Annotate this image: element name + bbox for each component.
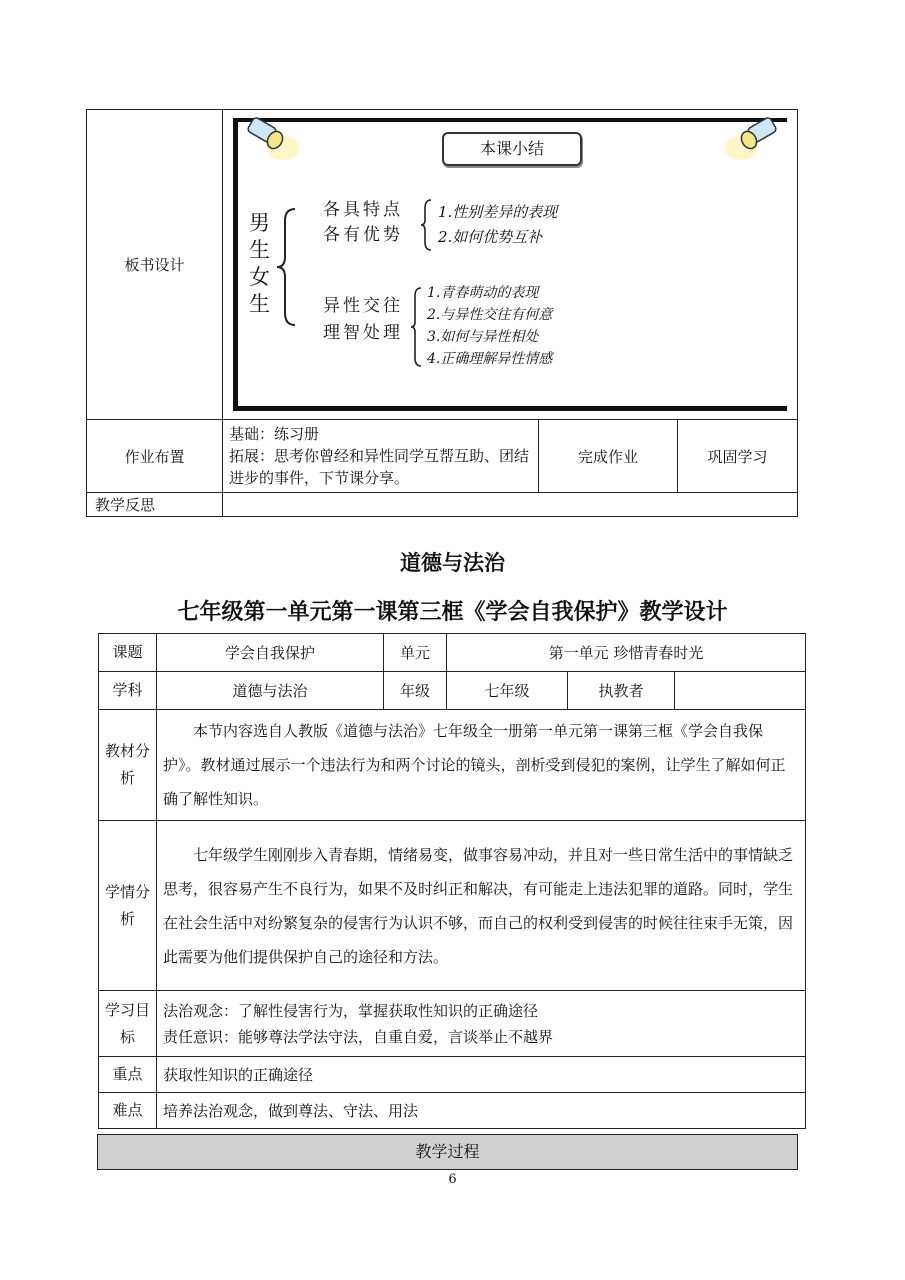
- goal-item: 法治观念：了解性侵害行为，掌握获取性知识的正确途径: [163, 1001, 539, 1020]
- teacher-value: [675, 672, 806, 710]
- homework-extend: 拓展：思考你曾经和异性同学互帮互助、团结进步的事件，下节课分享。: [229, 447, 530, 487]
- difficult-value: [157, 1093, 806, 1129]
- student-text: 七年级学生刚刚步入青春期，情绪易变，做事容易冲动，并且对一些日常生活中的事情缺乏思考，很容易产生不良行为，如果不及时纠正和解决，有可能走上违法犯罪的道路。同时，学生在社会生活中对纷繁复杂的侵害行为认识不够，而自己的权利受到侵害的时候往往束手无策，因此需要为他们提供保护自己的途径和方法。: [163, 845, 794, 966]
- difficult-text: 培养法治观念，做到尊法、守法、用法: [163, 1101, 419, 1120]
- group-b-item: 3.如何与异性相处: [427, 329, 539, 345]
- topic-value: 学会自我保护: [157, 634, 384, 672]
- group-a-item: 2.如何优势互补: [438, 228, 543, 246]
- key-text: 获取性知识的正确途径: [163, 1065, 314, 1084]
- lesson-title: 七年级第一单元第一课第三框《学会自我保护》教学设计: [177, 600, 728, 625]
- goal-label: 学习目标: [99, 991, 157, 1057]
- goal-cell: [157, 991, 806, 1057]
- page-number: 6: [448, 1172, 457, 1187]
- grade-label: 年级: [384, 672, 447, 710]
- material-cell: [157, 710, 806, 821]
- lesson-design-table: [98, 633, 806, 1129]
- board-main-title: [249, 210, 273, 318]
- material-label: 教材分析: [99, 710, 157, 821]
- grade-value: 七年级: [447, 672, 568, 710]
- board-drawing-cell: [223, 110, 798, 420]
- group-b-line: 异性交往: [323, 296, 403, 316]
- student-label: 学情分析: [99, 821, 157, 991]
- group-b-heading: [323, 293, 403, 347]
- group-a-line: 各具特点: [323, 200, 403, 220]
- board-design-table: [86, 109, 798, 517]
- homework-content: [223, 420, 539, 493]
- spotlight-left-icon: [241, 116, 301, 166]
- main-title-char: 男: [249, 211, 270, 235]
- group-a-brace: [419, 198, 433, 252]
- difficult-label: 难点: [99, 1093, 157, 1129]
- main-title-char: 生: [249, 292, 270, 316]
- topic-label: 课题: [99, 634, 157, 672]
- goal-item: 责任意识：能够尊法学法守法，自重自爱，言谈举止不越界: [163, 1027, 554, 1046]
- group-b-item: 2.与异性交往有何意: [427, 307, 553, 323]
- main-brace: [273, 207, 297, 327]
- group-b-brace: [409, 286, 423, 368]
- homework-action: 完成作业: [539, 420, 678, 493]
- group-a-list: [438, 200, 557, 250]
- material-text: 本节内容选自人教版《道德与法治》七年级全一册第一单元第一课第三框《学会自我保护》。教材通过展示一个违法行为和两个讨论的镜头，剖析受到侵犯的案例，让学生了解如何正确了解性知识。: [163, 722, 786, 808]
- homework-purpose: 巩固学习: [678, 420, 798, 493]
- spotlight-right-icon: [723, 116, 783, 166]
- key-label: 重点: [99, 1057, 157, 1093]
- group-b-list: [427, 282, 552, 370]
- summary-title: 本课小结: [442, 132, 582, 166]
- teaching-process-header: 教学过程: [97, 1134, 798, 1170]
- group-a-heading: [323, 198, 403, 248]
- main-title-char: 生: [249, 238, 270, 262]
- group-b-item: 1.青春萌动的表现: [427, 285, 539, 301]
- unit-value: 第一单元 珍惜青春时光: [447, 634, 806, 672]
- reflection-label: 教学反思: [87, 493, 223, 517]
- board-row-label: 板书设计: [87, 110, 223, 420]
- homework-label: 作业布置: [87, 420, 223, 493]
- subject-heading: 道德与法治: [400, 551, 505, 575]
- key-value: [157, 1057, 806, 1093]
- student-cell: [157, 821, 806, 991]
- teacher-label: 执教者: [568, 672, 675, 710]
- subject-label: 学科: [99, 672, 157, 710]
- group-b-item: 4.正确理解异性情感: [427, 351, 553, 367]
- main-title-char: 女: [249, 265, 270, 289]
- subject-value: 道德与法治: [157, 672, 384, 710]
- group-a-item: 1.性别差异的表现: [438, 203, 558, 221]
- reflection-value: [223, 493, 798, 517]
- group-b-line: 理智处理: [323, 323, 403, 343]
- unit-label: 单元: [384, 634, 447, 672]
- homework-basic: 基础：练习册: [229, 425, 320, 443]
- blackboard: [223, 110, 797, 419]
- group-a-line: 各有优势: [323, 225, 403, 245]
